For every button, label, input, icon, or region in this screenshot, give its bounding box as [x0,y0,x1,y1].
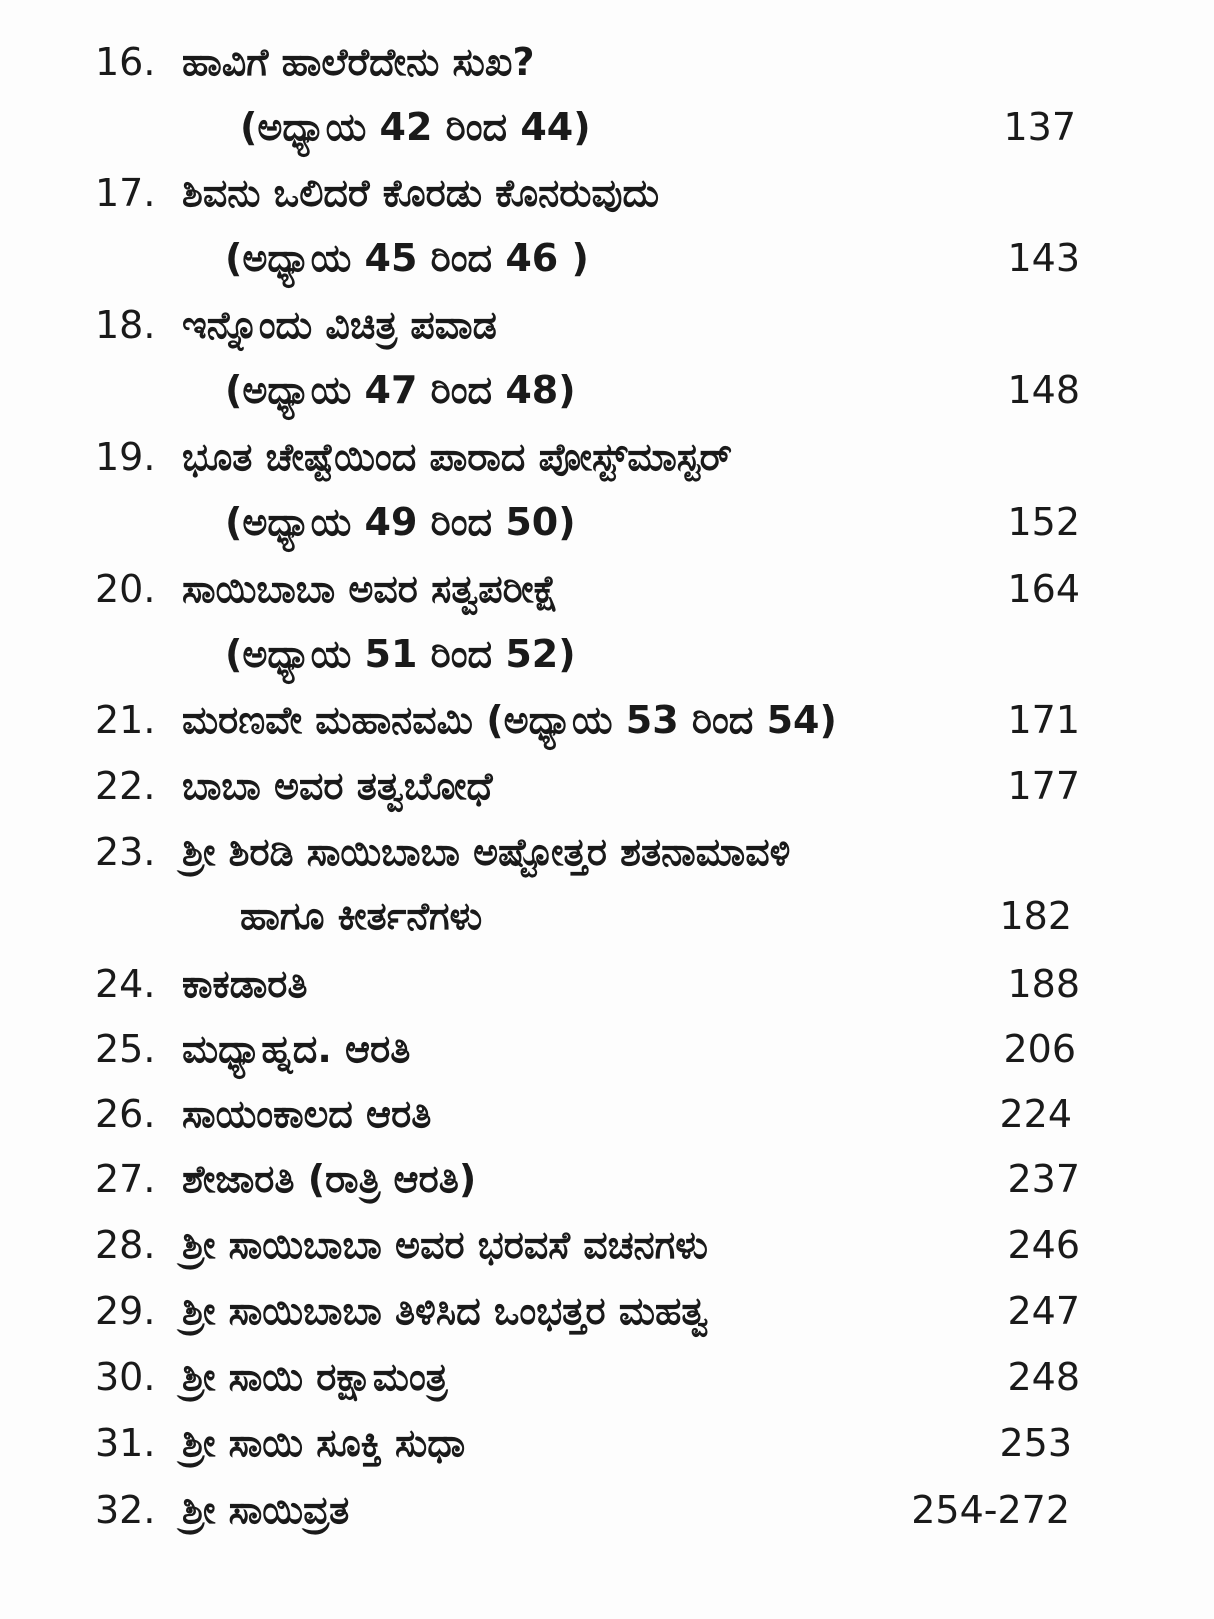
entry-title: ಬಾಬಾ ಅವರ ತತ್ವಬೋಧೆ [182,764,493,808]
entry-number: 27. [95,1157,156,1201]
entry-title: ಶ್ರೀ ಸಾಯಿವ್ರತ [182,1488,350,1532]
entry-page-number: 253 [999,1421,1072,1465]
entry-title: ಇನ್ನೊಂದು ವಿಚಿತ್ರ ಪವಾಡ [182,303,497,347]
entry-number: 32. [95,1488,156,1532]
toc-entry-30 [0,1343,1214,1411]
toc-entry-23-sub [0,882,1214,950]
entry-number: 23. [95,830,156,874]
entry-page-number: 143 [1007,236,1080,280]
entry-title: ಶ್ರೀ ಶಿರಡಿ ಸಾಯಿಬಾಬಾ ಅಷ್ಟೋತ್ತರ ಶತನಾಮಾವಳಿ [182,830,791,874]
entry-page-number: 182 [999,894,1072,938]
entry-chapter-range: (ಅಧ್ಯಾಯ 51 ರಿಂದ 52) [225,632,576,676]
entry-page-number: 188 [1007,962,1080,1006]
entry-chapter-range: (ಅಧ್ಯಾಯ 45 ರಿಂದ 46 ) [225,236,589,280]
entry-number: 17. [95,171,156,215]
toc-entry-28 [0,1211,1214,1279]
entry-page-number: 246 [1007,1223,1080,1267]
toc-entry-20-sub [0,620,1214,688]
entry-title: ಸಾಯಂಕಾಲದ ಆರತಿ [182,1092,432,1136]
toc-entry-17 [0,159,1214,227]
entry-title: ಮರಣವೇ ಮಹಾನವಮಿ (ಅಧ್ಯಾಯ 53 ರಿಂದ 54) [182,698,837,742]
entry-title: ಹಾವಿಗೆ ಹಾಲೆರೆದೇನು ಸುಖ? [182,40,535,84]
entry-page-number: 206 [1003,1027,1076,1071]
entry-chapter-range: (ಅಧ್ಯಾಯ 42 ರಿಂದ 44) [240,105,591,149]
toc-entry-21 [0,686,1214,754]
entry-number: 26. [95,1092,156,1136]
entry-page-number: 254-272 [911,1488,1070,1532]
entry-page-number: 148 [1007,368,1080,412]
entry-title: ಭೂತ ಚೇಷ್ಟೆಯಿಂದ ಪಾರಾದ ಪೋಸ್ಟ್‌ಮಾಸ್ಟರ್ [182,435,733,479]
entry-page-number: 248 [1007,1355,1080,1399]
entry-title: ಶ್ರೀ ಸಾಯಿ ರಕ್ಷಾಮಂತ್ರ [182,1355,448,1399]
toc-entry-31 [0,1409,1214,1477]
entry-number: 28. [95,1223,156,1267]
entry-number: 21. [95,698,156,742]
toc-entry-24 [0,950,1214,1018]
entry-number: 16. [95,40,156,84]
toc-entry-26 [0,1080,1214,1148]
toc-entry-16 [0,28,1214,96]
entry-title: ಮಧ್ಯಾಹ್ನದ. ಆರತಿ [182,1027,411,1071]
entry-number: 20. [95,567,156,611]
entry-number: 29. [95,1289,156,1333]
entry-page-number: 171 [1007,698,1080,742]
entry-page-number: 164 [1007,567,1080,611]
entry-title-continuation: ಹಾಗೂ ಕೀರ್ತನೆಗಳು [240,894,483,938]
entry-title: ಶ್ರೀ ಸಾಯಿಬಾಬಾ ತಿಳಿಸಿದ ಒಂಭತ್ತರ ಮಹತ್ವ [182,1289,709,1333]
toc-entry-27 [0,1145,1214,1213]
toc-entry-18 [0,291,1214,359]
toc-entry-32 [0,1476,1214,1544]
entry-number: 22. [95,764,156,808]
toc-entry-23 [0,818,1214,886]
entry-title: ಕಾಕಡಾರತಿ [182,962,308,1006]
entry-title: ಶ್ರೀ ಸಾಯಿಬಾಬಾ ಅವರ ಭರವಸೆ ವಚನಗಳು [182,1223,708,1267]
entry-number: 18. [95,303,156,347]
entry-chapter-range: (ಅಧ್ಯಾಯ 47 ರಿಂದ 48) [225,368,576,412]
toc-entry-19 [0,423,1214,491]
entry-page-number: 137 [1003,105,1076,149]
entry-page-number: 247 [1007,1289,1080,1333]
entry-number: 30. [95,1355,156,1399]
toc-entry-16-sub [0,93,1214,161]
entry-page-number: 224 [999,1092,1072,1136]
entry-number: 31. [95,1421,156,1465]
entry-number: 25. [95,1027,156,1071]
entry-page-number: 152 [1007,500,1080,544]
toc-entry-29 [0,1277,1214,1345]
toc-entry-22 [0,752,1214,820]
entry-title: ಶಿವನು ಒಲಿದರೆ ಕೊರಡು ಕೊನರುವುದು [182,171,660,215]
entry-title: ಶ್ರೀ ಸಾಯಿ ಸೂಕ್ತಿ ಸುಧಾ [182,1421,466,1465]
toc-entry-17-sub [0,224,1214,292]
entry-title: ಶೇಜಾರತಿ (ರಾತ್ರಿ ಆರತಿ) [182,1157,477,1201]
entry-page-number: 177 [1007,764,1080,808]
toc-entry-20 [0,555,1214,623]
entry-title: ಸಾಯಿಬಾಬಾ ಅವರ ಸತ್ವಪರೀಕ್ಷೆ [182,567,559,611]
entry-page-number: 237 [1007,1157,1080,1201]
toc-entry-19-sub [0,488,1214,556]
entry-number: 24. [95,962,156,1006]
toc-entry-18-sub [0,356,1214,424]
entry-number: 19. [95,435,156,479]
entry-chapter-range: (ಅಧ್ಯಾಯ 49 ರಿಂದ 50) [225,500,576,544]
toc-entry-25 [0,1015,1214,1083]
